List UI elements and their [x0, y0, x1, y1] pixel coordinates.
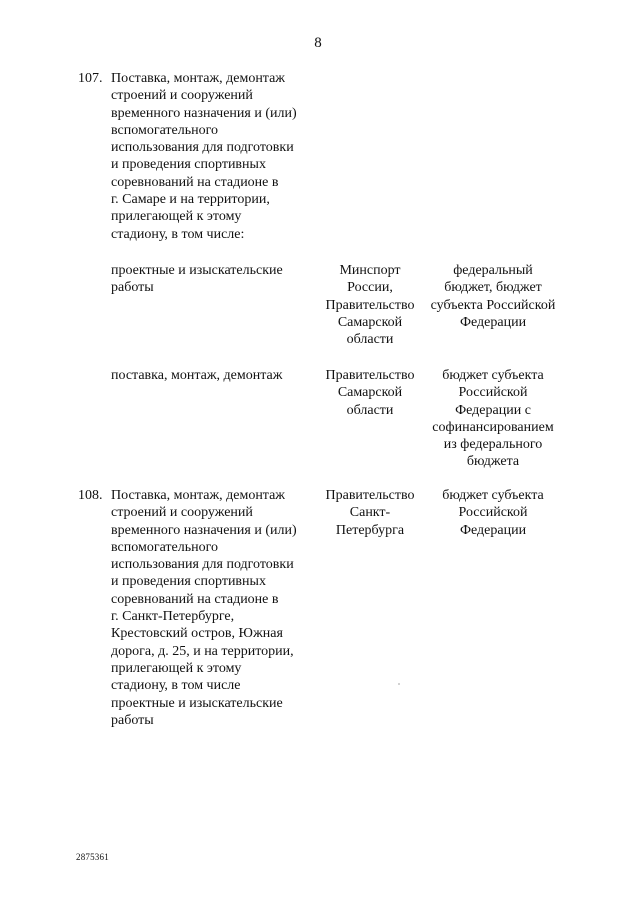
page-number: 8	[314, 35, 322, 51]
item-number: 108.	[78, 488, 103, 503]
item-description: поставка, монтаж, демонтаж	[111, 368, 283, 383]
item-responsible: Минспорт России, Правительство Самарской области	[325, 263, 415, 348]
item-description: Поставка, монтаж, демонтаж строений и сооружений временного назначения и (или) вспомогательного использования для подготовки и проведения спортивных соревнований на стадионе в г. Санкт-Петербурге, Крестовский остров, Южная дорога, д. 25, и на территории, прилегающей к этому стадиону, в том числе проектные и изыскательские работы	[111, 488, 297, 728]
document-code: 2875361	[76, 852, 109, 862]
item-funding: бюджет субъекта Российской Федерации с софинансированием из федерального бюджета	[432, 368, 554, 470]
item-funding: федеральный бюджет, бюджет субъекта Российской Федерации	[430, 263, 556, 330]
item-funding: бюджет субъекта Российской Федерации	[442, 488, 544, 538]
item-responsible: Правительство Самарской области	[325, 368, 415, 418]
item-responsible: Правительство Санкт- Петербурга	[325, 488, 415, 538]
item-description: Поставка, монтаж, демонтаж строений и сооружений временного назначения и (или) вспомогательного использования для подготовки и проведения спортивных соревнований на стадионе в г. Самаре и на территории, прилегающей к этому стадиону, в том числе:	[111, 71, 297, 242]
item-description: проектные и изыскательские работы	[111, 263, 283, 296]
item-number: 107.	[78, 71, 103, 86]
scan-speck	[398, 683, 400, 685]
